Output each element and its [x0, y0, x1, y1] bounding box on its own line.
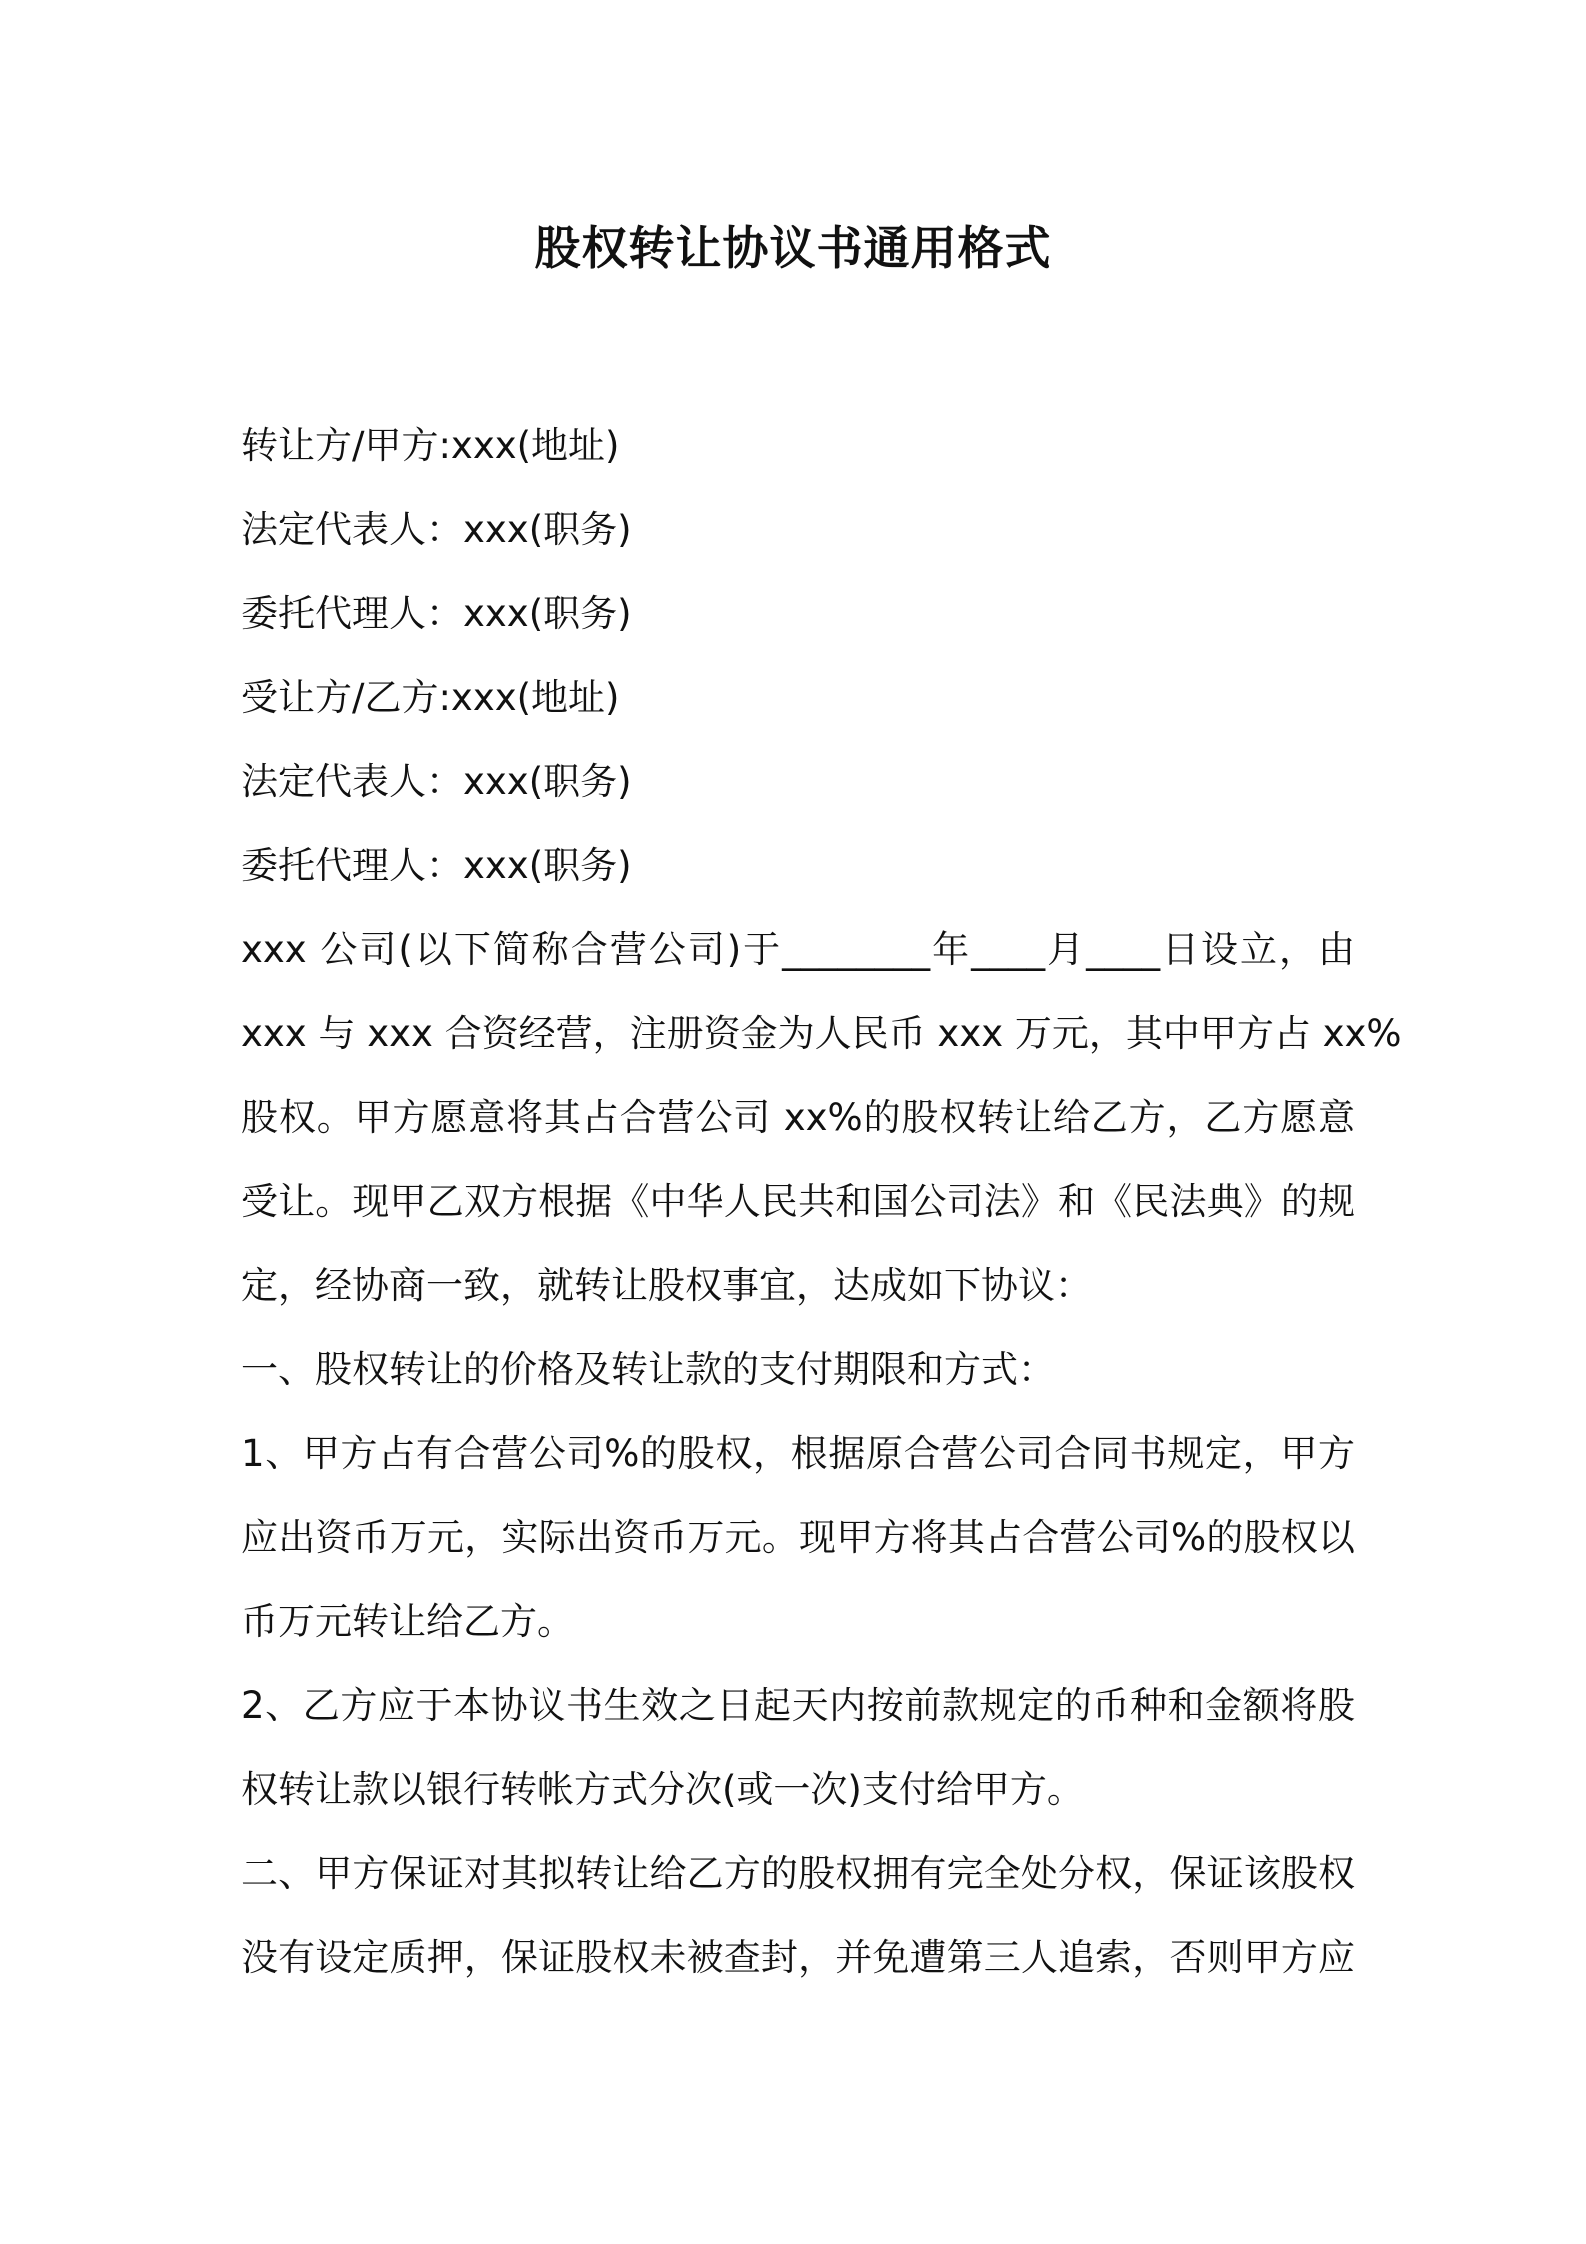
clause-2-line: 权转让款以银行转帐方式分次(或一次)支付给甲方。 — [241, 1768, 1084, 1811]
party-a-agent-line: 委托代理人：xxx(职务) — [241, 592, 632, 635]
intro-paragraph-line: 定，经协商一致，就转让股权事宜，达成如下协议： — [241, 1264, 1092, 1307]
section-2-line: 没有设定质押，保证股权未被查封，并免遭第三人追索，否则甲方应 — [241, 1936, 1355, 1979]
party-b-legal-rep-line: 法定代表人：xxx(职务) — [241, 760, 632, 803]
party-b-agent-line: 委托代理人：xxx(职务) — [241, 844, 632, 887]
party-a-legal-rep-line: 法定代表人：xxx(职务) — [241, 508, 632, 551]
party-b-line: 受让方/乙方:xxx(地址) — [241, 676, 620, 719]
document-body — [241, 404, 1402, 2000]
section-2-line: 二、甲方保证对其拟转让给乙方的股权拥有完全处分权，保证该股权 — [241, 1852, 1355, 1895]
clause-1-line: 币万元转让给乙方。 — [241, 1600, 574, 1643]
clause-1-line: 应出资币万元，实际出资币万元。现甲方将其占合营公司%的股权以 — [241, 1516, 1355, 1559]
intro-paragraph-line: 股权。甲方愿意将其占合营公司 xx%的股权转让给乙方，乙方愿意 — [241, 1096, 1355, 1139]
clause-2-line: 2、乙方应于本协议书生效之日起天内按前款规定的币种和金额将股 — [241, 1684, 1355, 1727]
section-heading-1: 一、股权转让的价格及转让款的支付期限和方式： — [241, 1348, 1055, 1391]
intro-paragraph-line: xxx 与 xxx 合资经营，注册资金为人民币 xxx 万元，其中甲方占 xx% — [241, 1012, 1402, 1055]
clause-1-line: 1、甲方占有合营公司%的股权，根据原合营公司合同书规定，甲方 — [241, 1432, 1355, 1475]
document-title: 股权转让协议书通用格式 — [534, 221, 1052, 275]
intro-paragraph-line: 受让。现甲乙双方根据《中华人民共和国公司法》和《民法典》的规 — [241, 1180, 1355, 1223]
party-a-line: 转让方/甲方:xxx(地址) — [241, 424, 620, 467]
intro-paragraph-line: xxx 公司(以下简称合营公司)于________年____月____日设立，由 — [241, 928, 1355, 971]
